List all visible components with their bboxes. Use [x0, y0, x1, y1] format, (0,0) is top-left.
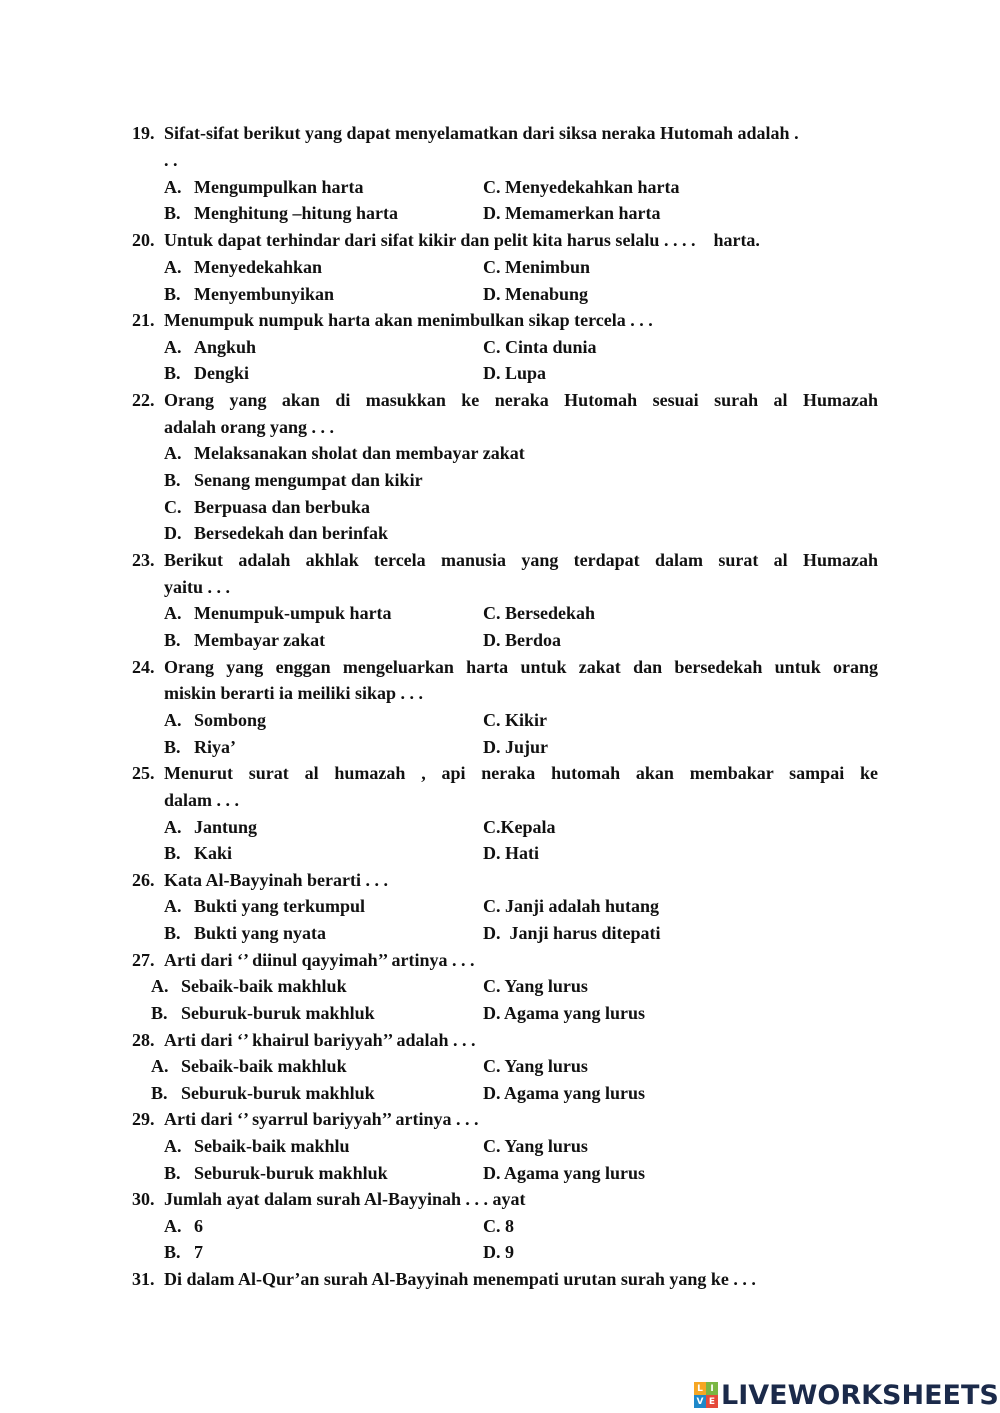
q30-option-d[interactable]: D. 9 — [483, 1242, 514, 1262]
q27-option-b[interactable]: B. Seburuk-buruk makhluk — [151, 1003, 375, 1023]
question-30: 30. Jumlah ayat dalam surah Al-Bayyinah . . . ayat — [132, 1189, 526, 1209]
q25-option-d[interactable]: D. Hati — [483, 843, 539, 863]
question-25: 25. Menurut surat al humazah , api neraka hutomah akan membakar sampai ke — [132, 763, 878, 783]
liveworksheets-logo-text: LIVEWORKSHEETS — [721, 1379, 999, 1411]
q19-option-b[interactable]: B. Menghitung –hitung harta — [164, 203, 399, 223]
q21-option-d[interactable]: D. Lupa — [483, 363, 547, 383]
q27-option-c[interactable]: C. Yang lurus — [483, 976, 588, 996]
q23-option-b[interactable]: B. Membayar zakat — [164, 630, 326, 650]
question-27: 27. Arti dari ‘’ diinul qayyimah’’ artinya . . . — [132, 950, 475, 970]
q24-option-d[interactable]: D. Jujur — [483, 737, 549, 757]
q26-option-b[interactable]: B. Bukti yang nyata — [164, 923, 327, 943]
q23-option-d[interactable]: D. Berdoa — [483, 630, 561, 650]
question-21: 21. Menumpuk numpuk harta akan menimbulkan sikap tercela . . . — [132, 310, 653, 330]
question-22-cont: adalah orang yang . . . — [164, 417, 335, 437]
q28-option-d[interactable]: D. Agama yang lurus — [483, 1083, 646, 1103]
q22-option-a[interactable]: A. Melaksanakan sholat dan membayar zakat — [164, 443, 525, 463]
q21-option-b[interactable]: B. Dengki — [164, 363, 250, 383]
q26-option-c[interactable]: C. Janji adalah hutang — [483, 896, 660, 916]
q22-option-d[interactable]: D. Bersedekah dan berinfak — [164, 523, 389, 543]
q20-option-b[interactable]: B. Menyembunyikan — [164, 284, 335, 304]
q21-option-c[interactable]: C. Cinta dunia — [483, 337, 597, 357]
question-28: 28. Arti dari ‘’ khairul bariyyah’’ adalah . . . — [132, 1030, 476, 1050]
q24-option-c[interactable]: C. Kikir — [483, 710, 548, 730]
q29-option-c[interactable]: C. Yang lurus — [483, 1136, 588, 1156]
q24-option-b[interactable]: B. Riya’ — [164, 737, 236, 757]
liveworksheets-logo-mark: L I V E — [694, 1382, 718, 1408]
q29-option-b[interactable]: B. Seburuk-buruk makhluk — [164, 1163, 388, 1183]
q28-option-b[interactable]: B. Seburuk-buruk makhluk — [151, 1083, 375, 1103]
q27-option-a[interactable]: A. Sebaik-baik makhluk — [151, 976, 347, 996]
q19-option-d[interactable]: D. Memamerkan harta — [483, 203, 661, 223]
q29-option-a[interactable]: A. Sebaik-baik makhlu — [164, 1136, 350, 1156]
question-23-cont: yaitu . . . — [164, 577, 231, 597]
q30-option-c[interactable]: C. 8 — [483, 1216, 514, 1236]
q30-option-b[interactable]: B. 7 — [164, 1242, 203, 1262]
question-24: 24. Orang yang enggan mengeluarkan harta untuk zakat dan bersedekah untuk orang — [132, 657, 878, 677]
question-29: 29. Arti dari ‘’ syarrul bariyyah’’ artinya . . . — [132, 1109, 479, 1129]
q20-option-c[interactable]: C. Menimbun — [483, 257, 591, 277]
q28-option-c[interactable]: C. Yang lurus — [483, 1056, 588, 1076]
q28-option-a[interactable]: A. Sebaik-baik makhluk — [151, 1056, 347, 1076]
q19-option-a[interactable]: A. Mengumpulkan harta — [164, 177, 364, 197]
q21-option-a[interactable]: A. Angkuh — [164, 337, 257, 357]
q26-option-a[interactable]: A. Bukti yang terkumpul — [164, 896, 366, 916]
q29-option-d[interactable]: D. Agama yang lurus — [483, 1163, 646, 1183]
q25-option-a[interactable]: A. Jantung — [164, 817, 258, 837]
question-19-cont: . . — [164, 150, 178, 170]
q22-option-c[interactable]: C. Berpuasa dan berbuka — [164, 497, 371, 517]
q23-option-a[interactable]: A. Menumpuk-umpuk harta — [164, 603, 392, 623]
q22-option-b[interactable]: B. Senang mengumpat dan kikir — [164, 470, 423, 490]
q19-option-c[interactable]: C. Menyedekahkan harta — [483, 177, 680, 197]
q20-option-d[interactable]: D. Menabung — [483, 284, 589, 304]
question-25-cont: dalam . . . — [164, 790, 240, 810]
q26-option-d[interactable]: D. Janji harus ditepati — [483, 923, 661, 943]
question-20: 20. Untuk dapat terhindar dari sifat kikir dan pelit kita harus selalu . . . . harta. — [132, 230, 760, 250]
q30-option-a[interactable]: A. 6 — [164, 1216, 203, 1236]
question-19: 19. Sifat-sifat berikut yang dapat menyelamatkan dari siksa neraka Hutomah adalah . — [132, 123, 799, 143]
q25-option-b[interactable]: B. Kaki — [164, 843, 233, 863]
q24-option-a[interactable]: A. Sombong — [164, 710, 267, 730]
q23-option-c[interactable]: C. Bersedekah — [483, 603, 595, 623]
q25-option-c[interactable]: C.Kepala — [483, 817, 556, 837]
question-26: 26. Kata Al-Bayyinah berarti . . . — [132, 870, 388, 890]
question-31: 31. Di dalam Al-Qur’an surah Al-Bayyinah menempati urutan surah yang ke . . . — [132, 1269, 756, 1289]
question-22: 22. Orang yang akan di masukkan ke neraka Hutomah sesuai surah al Humazah — [132, 390, 878, 410]
question-23: 23. Berikut adalah akhlak tercela manusia yang terdapat dalam surat al Humazah — [132, 550, 878, 570]
q20-option-a[interactable]: A. Menyedekahkan — [164, 257, 323, 277]
question-24-cont: miskin berarti ia meiliki sikap . . . — [164, 683, 424, 703]
liveworksheets-logo[interactable] — [694, 1377, 999, 1413]
q27-option-d[interactable]: D. Agama yang lurus — [483, 1003, 646, 1023]
